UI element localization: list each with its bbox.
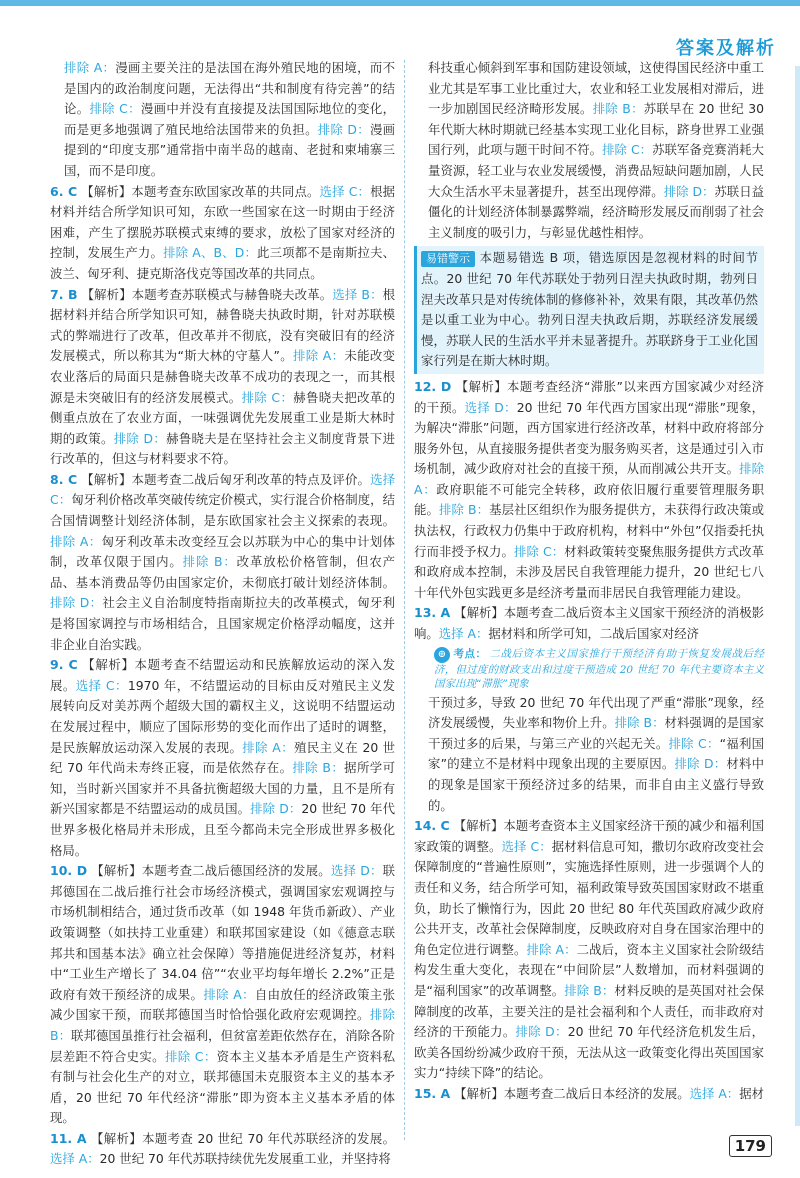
- option-marker: 选择 B：: [332, 286, 383, 302]
- option-marker: 排除 A：: [242, 739, 295, 755]
- answer-text: 1970 年，不结盟运动的目标由反对殖民主义发展转向反对美苏两个超级大国的霸权主义，这说明不结盟运动在发展过程中，顺应了国际形势的变化而作出了适时的调整，是民族解放运动深入发展的表现。: [50, 677, 396, 755]
- answer-item: [50, 861, 395, 1129]
- option-marker: 排除 D：: [317, 121, 370, 137]
- answer-item: [50, 655, 395, 861]
- option-marker: 排除 B：: [614, 715, 665, 731]
- answer-text: 此三项都不是南斯拉夫、波兰、匈牙利、捷克斯洛伐克等国改革的共同点。: [50, 245, 396, 281]
- option-marker: 排除 C：: [513, 543, 565, 559]
- answer-text: 【解析】本题考查不结盟运动和民族解放运动的深入发展。: [50, 657, 395, 693]
- option-marker: 选择 C：: [501, 838, 552, 854]
- answer-text: 社会主义自治制度特指南斯拉夫的改革模式，匈牙利是将国家调控与市场相结合，且国家规定价格浮动幅度，这并非企业自治实践。: [50, 595, 396, 652]
- top-color-bar: [0, 0, 800, 6]
- option-marker: 排除 A：: [203, 986, 255, 1002]
- answer-text: 据材: [739, 1085, 764, 1101]
- answer-text: 联邦德国在二战后推行社会市场经济模式，强调国家宏观调控与市场机制相结合，通过货币改革（如 1948 年货币新政）、产业政策调整（如扶持工业重建）和联邦国家建设（如《德意志联邦共和国基本法》确立社会保障）等措施促进经济复苏，材料中“工业生产增长了 34.04 倍”“农业平均每年增长 2.2%”正是政府有效干预经济的成果。: [50, 863, 396, 1002]
- answer-text: 根据材料并结合所学知识可知，赫鲁晓夫执政时期，针对苏联模式的弊端进行了改革，但改革并不彻底，没有突破旧有的经济发展模式，所以称其为“斯大林的守墓人”。: [50, 286, 395, 364]
- question-number: 9. C: [50, 657, 78, 673]
- error-warning-box: [414, 246, 764, 374]
- answer-text: “福利国家”的建立不是材料中现象出现的主要原因。: [428, 735, 765, 772]
- option-marker: 排除 B：: [182, 554, 237, 570]
- right-column: [414, 58, 764, 1105]
- question-number: 15. A: [414, 1085, 451, 1101]
- answer-text: 根据材料并结合所学知识可知，东欧一些国家在这一时期由于经济困难，产生了摆脱苏联模式束缚的要求，放松了国家对经济的控制，发展生产力。: [50, 183, 395, 261]
- answer-text: 自由放任的经济政策主张减少国家干预，而联邦德国当时恰恰强化政府宏观调控。: [50, 986, 396, 1023]
- warning-text: 本题易错选 B 项，错选原因是忽视材料的时间节点。20 世纪 70 年代苏联处于勃列日涅夫执政时期，勃列日涅夫改革只是对传统体制的修修补补，效果有限，其改革仍然是以重工业为中心。勃列日涅夫执政后期，苏联经济发展缓慢，苏联人民的生活水平并未显著提升。苏联跻身于工业化国家行列是在斯大林时期。: [421, 250, 758, 369]
- key-point-note: [434, 647, 764, 691]
- question-number: 11. A: [50, 1130, 87, 1146]
- answer-text: 【解析】本题考查资本主义国家经济干预的减少和福利国家政策的调整。: [414, 818, 765, 854]
- option-marker: 排除 B：: [564, 982, 615, 998]
- option-marker: 选择 C：: [50, 471, 396, 508]
- answer-text: 基层社区组织作为服务提供方，未获得行政决策或执法权，行政权力仍集中于政府机构，材料中“外包”仅指委托执行而非授予权力。: [414, 502, 764, 559]
- option-marker: 排除 D：: [674, 756, 727, 772]
- answer-item: [414, 377, 764, 604]
- option-marker: 排除 C：: [602, 142, 653, 158]
- answer-text: 20 世纪 70 年代苏联持续优先发展重工业，并坚持将: [99, 1151, 391, 1167]
- answer-text: 二战后，资本主义国家社会阶级结构发生重大变化，表现在“中间阶层”人数增加，而材料强调的是“福利国家”的改革调整。: [414, 941, 765, 998]
- answer-text: 资本主义基本矛盾是生产资料私有制与社会化生产的对立，联邦德国未克服资本主义的基本矛盾，20 世纪 70 年代经济“滞胀”即为资本主义基本矛盾的体现。: [50, 1048, 396, 1126]
- answer-text: 联邦德国虽推行社会福利，但贫富差距依然存在，消除各阶层差距不符合史实。: [50, 1027, 395, 1064]
- answer-text: 【解析】本题考查苏联模式与赫鲁晓夫改革。: [81, 286, 333, 302]
- left-column: [50, 58, 395, 1170]
- question-number: 12. D: [414, 378, 452, 394]
- answer-text: 殖民主义在 20 世纪 70 年代尚未寿终正寝，而是依然存在。: [50, 739, 395, 776]
- warning-label: 易错警示: [421, 251, 475, 267]
- answer-item: [50, 285, 395, 470]
- key-point-icon: ⊕: [434, 647, 450, 663]
- question-number: 8. C: [50, 471, 78, 487]
- answer-text: 【解析】本题考查 20 世纪 70 年代苏联经济的发展。: [90, 1130, 395, 1146]
- answer-text: 【解析】本题考查二战后资本主义国家干预经济的消极影响。: [414, 605, 764, 642]
- answer-text: 20 世纪 70 年代世界多极化格局并未形成，且至今都尚未完全形成世界多极化格局。: [50, 801, 396, 858]
- option-marker: 排除 C：: [164, 1048, 217, 1064]
- answer-text: 【解析】本题考查二战后匈牙利改革的特点及评价。: [81, 471, 371, 487]
- option-marker: 选择 A：: [438, 626, 489, 642]
- answer-text: 苏联日益僵化的计划经济体制暴露弊端，经济畸形发展反而削弱了社会主义制度的吸引力，与彰显优越性相悖。: [428, 183, 765, 240]
- side-edge-strip: [795, 66, 800, 1126]
- option-marker: 选择 D：: [330, 863, 383, 879]
- answer-text: 20 世纪 70 年代经济危机发生后，欧美各国纷纷减少政府干预，无法从这一政策变化得出英国国家实力“持续下降”的结论。: [414, 1024, 764, 1081]
- option-marker: 排除 D：: [250, 801, 302, 817]
- option-marker: 排除 C：: [89, 101, 141, 117]
- answer-text: 【解析】本题考查二战后德国经济的发展。: [91, 863, 331, 879]
- answer-item: [50, 470, 395, 655]
- option-marker: 选择 C：: [319, 183, 371, 199]
- answer-text: 赫鲁晓夫把改革的侧重点放在了农业方面，一味强调优先发展重工业是斯大林时期的政策。: [50, 389, 396, 446]
- answer-text: 材料中的现象是国家干预经济过多的结果，而非自由主义盛行导致的。: [428, 756, 764, 813]
- option-marker: 排除 A：: [526, 941, 577, 957]
- key-point-text: 二战后资本主义国家推行干预经济有助于恢复发展战后经济，但过度的财政支出和过度干预造成 20 世纪 70 年代主要资本主义国家出现“滞胀”现象: [434, 647, 764, 690]
- option-marker: 排除 A：: [64, 60, 116, 75]
- answer-item: [50, 182, 395, 285]
- answer-text: 材料反映的是英国对社会保障制度的改革，主要关注的是社会福利和个人责任，而非政府对经济的干预能力。: [414, 982, 764, 1040]
- answer-text: 改革放松价格管制，但农产品、基本消费品等仍由国家定价，未彻底打破计划经济体制。: [50, 554, 395, 590]
- answer-text: 【解析】本题考查东欧国家改革的共同点。: [81, 183, 320, 199]
- option-marker: 排除 C：: [241, 389, 294, 405]
- question-number: 14. C: [414, 818, 450, 834]
- answer-text: 据所学可知，当时新兴国家并不具备抗衡超级大国的力量，且不是所有新兴国家都是不结盟运动的成员国。: [50, 760, 395, 817]
- page-number: 179: [729, 1135, 772, 1157]
- answer-text: 材料政策转变聚焦服务提供方式改革和政府成本控制，未涉及居民自我管理能力提升，20 世纪七八十年代外包实践更多是经济考量而非居民自我管理能力建设。: [414, 543, 765, 600]
- option-marker: 排除 B：: [292, 760, 345, 776]
- option-marker: 排除 A：: [414, 461, 765, 497]
- answer-text: 20 世纪 70 年代西方国家出现“滞胀”现象，为解决“滞胀”问题，西方国家进行经济改革，材料中政府将部分服务外包，从直接服务提供者变为服务购买者，这是通过引入市场机制，减少政府对社会的直接干预，从而削减公共开支。: [414, 399, 765, 477]
- question-number: 6. C: [50, 183, 78, 199]
- option-marker: 排除 B：: [592, 101, 644, 117]
- option-marker: 排除 B：: [50, 1007, 396, 1043]
- answer-item: [414, 816, 764, 1084]
- answer-text: 干预过多，导致 20 世纪 70 年代出现了严重“滞胀”现象，经济发展缓慢，失业率和物价上升。: [428, 694, 764, 731]
- continued-paragraph: [414, 58, 764, 243]
- answer-text: 【解析】本题考查经济“滞胀”以来西方国家减少对经济的干预。: [414, 378, 764, 415]
- answer-item-continued: [414, 693, 764, 817]
- answer-text: 漫画主要关注的是法国在海外殖民地的困境，而不是国内的政治制度问题，无法得出“共和制度有待完善”的结论。: [64, 60, 396, 117]
- answer-text: 漫画提到的“印度支那”通常指中南半岛的越南、老挝和柬埔寨三国，而不是印度。: [64, 121, 396, 178]
- answer-text: 匈牙利价格改革突破传统定价模式，实行混合价格制度，结合国情调整计划经济体制，是东欧国家社会主义探索的表现。: [50, 492, 396, 529]
- question-number: 10. D: [50, 863, 88, 879]
- answer-item: [50, 1129, 395, 1170]
- option-marker: 选择 D：: [464, 399, 517, 415]
- option-marker: 选择 A：: [689, 1085, 740, 1101]
- question-number: 7. B: [50, 286, 78, 302]
- option-marker: 选择 A：: [50, 1151, 100, 1167]
- answer-text: 赫鲁晓夫是在坚持社会主义制度背景下进行改革的，但这与材料要求不符。: [50, 430, 396, 467]
- column-divider: [404, 60, 405, 1140]
- answer-text: 漫画中并没有直接提及法国国际地位的变化，而是更多地强调了殖民地给法国带来的负担。: [64, 101, 396, 137]
- option-marker: 排除 D：: [663, 183, 715, 199]
- answer-text: 据材料信息可知，撒切尔政府改变社会保障制度的“普遍性原则”，实施选择性原则，进一步强调个人的责任和义务，结合所学可知，福利政策导致英国国家财政不堪重负，助长了懒惰行为，因此 20 世纪 80 年代英国政府减少政府公共开支，改革社会保障制度，反映政府对自身在国家治理中的角色定位进行调整。: [414, 838, 765, 957]
- option-marker: 排除 A：: [50, 533, 102, 549]
- option-marker: 排除 D：: [515, 1024, 568, 1040]
- key-point-label: 考点：: [453, 647, 487, 660]
- answer-item: [414, 1084, 764, 1105]
- option-marker: 选择 C：: [75, 677, 128, 693]
- answer-text: 苏联军备竞赛消耗大量资源，轻工业与农业发展缓慢，消费品短缺问题加剧，人民大众生活水平未显著提升，甚至出现停滞。: [428, 142, 765, 199]
- question-number: 13. A: [414, 605, 451, 621]
- answer-text: 科技重心倾斜到军事和国防建设领域，这使得国民经济中重工业尤其是军事工业比重过大，农业和轻工业发展相对滞后，进一步加剧国民经济畸形发展。: [428, 60, 764, 117]
- answer-text: 据材料和所学可知，二战后国家对经济: [488, 626, 700, 642]
- answer-text: 政府职能不可能完全转移，政府依旧履行重要管理服务职能。: [414, 481, 764, 518]
- option-marker: 排除 D：: [113, 430, 167, 446]
- answer-text: 苏联早在 20 世纪 30 年代斯大林时期就已经基本实现工业化目标，跻身世界工业强国行列，此项与题干时间不符。: [428, 101, 764, 158]
- answer-text: 材料强调的是国家干预过多的后果，与第三产业的兴起无关。: [428, 715, 765, 751]
- option-marker: 排除 A、B、D：: [163, 245, 258, 261]
- answer-text: 匈牙利改革未改变经互会以苏联为中心的集中计划体制，改革仅限于国内。: [50, 533, 396, 570]
- option-marker: 排除 D：: [50, 595, 103, 611]
- option-marker: 排除 C：: [668, 735, 720, 751]
- option-marker: 排除 A：: [293, 348, 345, 364]
- page-header-title: 答案及解析: [676, 38, 776, 59]
- answer-text: 【解析】本题考查二战后日本经济的发展。: [454, 1085, 690, 1101]
- option-marker: 排除 B：: [439, 502, 490, 518]
- answer-text: 未能改变农业落后的局面只是赫鲁晓夫改革不成功的表现之一，而其根源是未突破旧有的经济发展模式。: [50, 348, 396, 405]
- continued-paragraph: [50, 58, 395, 182]
- answer-item: [414, 603, 764, 644]
